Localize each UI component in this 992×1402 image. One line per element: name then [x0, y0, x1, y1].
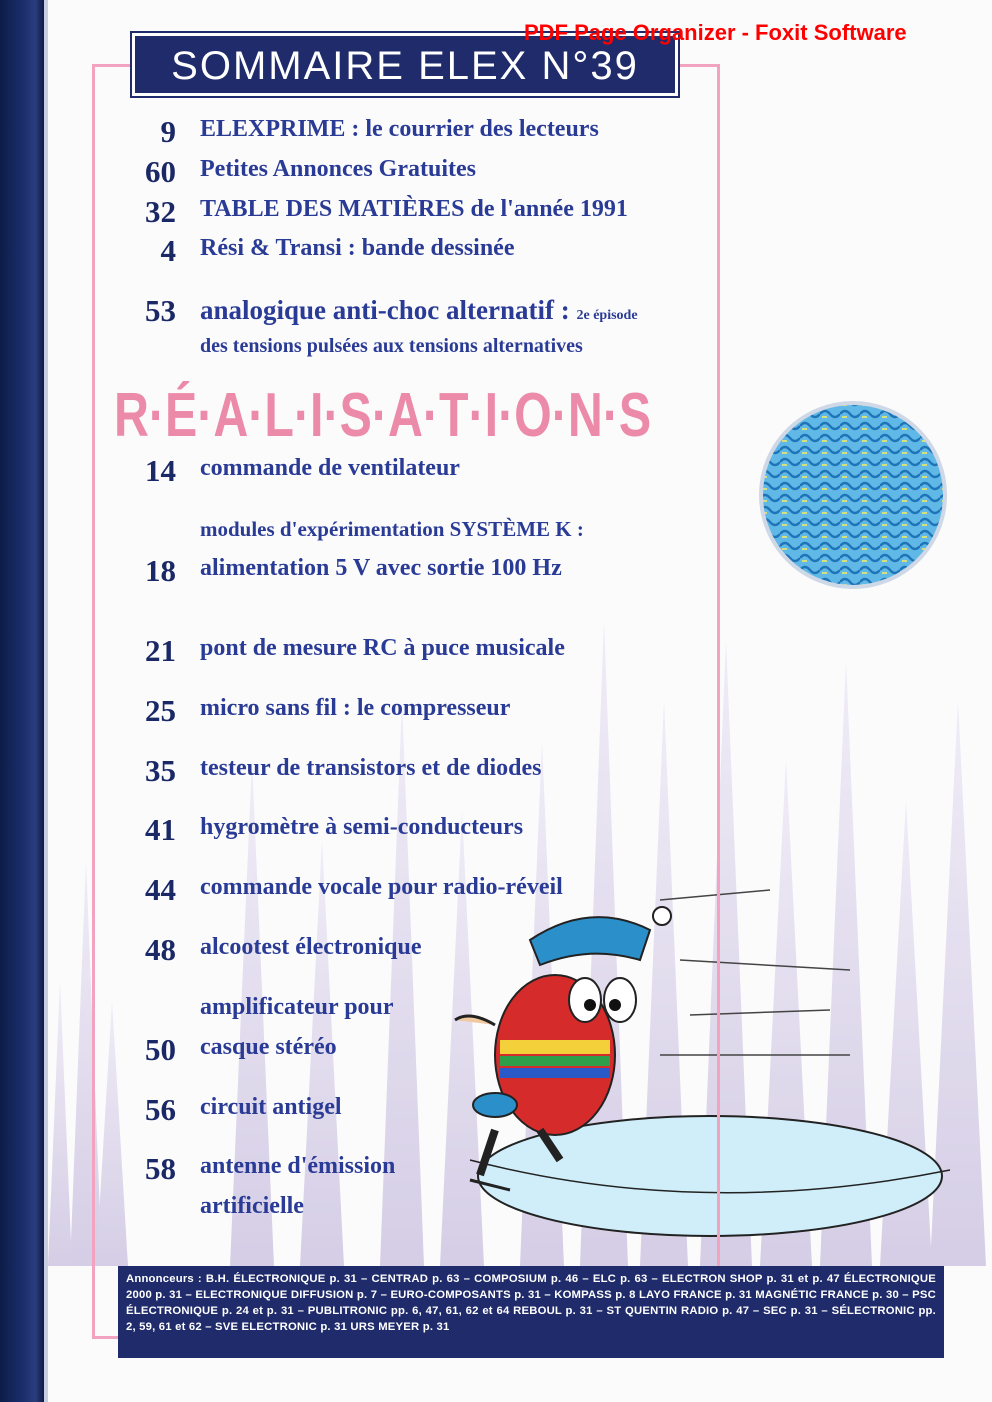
toc-title: alimentation 5 V avec sortie 100 Hz	[200, 555, 562, 581]
toc-title: commande vocale pour radio-réveil	[200, 874, 563, 900]
toc-page-number: 32	[145, 194, 176, 229]
toc-pretitle: modules d'expérimentation SYSTÈME K :	[200, 517, 584, 541]
toc-page-number: 18	[145, 553, 176, 588]
toc-subtitle: artificielle	[200, 1193, 304, 1219]
toc-title-note: 2e épisode	[576, 308, 638, 323]
toc-title: antenne d'émission	[200, 1153, 396, 1179]
section-heading: R·É·A·L·I·S·A·T·I·O·N·S	[114, 381, 652, 450]
toc-page-number: 60	[145, 154, 176, 189]
toc-page-number: 41	[145, 812, 176, 847]
toc-title: pont de mesure RC à puce musicale	[200, 635, 565, 661]
toc-page-number: 21	[145, 633, 176, 668]
advertisers-box	[118, 1266, 944, 1358]
toc-page-number: 48	[145, 932, 176, 967]
toc-page-number: 50	[145, 1032, 176, 1067]
toc-title: casque stéréo	[200, 1034, 337, 1060]
toc-page-number: 25	[145, 693, 176, 728]
toc-page-number: 35	[145, 753, 176, 788]
toc-subtitle: des tensions pulsées aux tensions alternatives	[200, 335, 583, 357]
toc-page-number: 4	[160, 233, 176, 268]
toc-page-number: 9	[160, 114, 176, 149]
toc-page-number: 44	[145, 872, 176, 907]
toc-page-number: 14	[145, 453, 176, 488]
toc-title-main: analogique anti-choc alternatif :	[200, 295, 570, 325]
toc-title: ELEXPRIME : le courrier des lecteurs	[200, 116, 599, 142]
toc-title: circuit antigel	[200, 1094, 342, 1120]
toc-title: Rési & Transi : bande dessinée	[200, 235, 515, 261]
toc-title: micro sans fil : le compresseur	[200, 695, 511, 721]
toc-title: Petites Annonces Gratuites	[200, 156, 476, 182]
advertisers-text: Annonceurs : B.H. ÉLECTRONIQUE p. 31 – CENTRAD p. 63 – COMPOSIUM p. 46 – ELC p. 63 – ELECTRON SHOP p. 31 et p. 47 ÉLECTRONIQUE 2000 p. 31 – ELECTRONIQUE DIFFUSION p. 7 – EURO-COMPOSANTS p. 31 – KOMPASS p. 8 LAYO FRANCE p. 31 MAGNÉTIC FRANCE p. 30 – PSC ÉLECTRONIQUE p. 24 et p. 31 – PUBLITRONIC pp. 6, 47, 61, 62 et 64 REBOUL p. 31 – ST QUENTIN RADIO p. 47 – SEC p. 31 – SÉLECTRONIC pp. 2, 59, 61 et 62 – SVE ELECTRONIC p. 31 URS MEYER p. 31	[126, 1273, 936, 1333]
wave-globe-icon	[761, 403, 945, 587]
toc-title: commande de ventilateur	[200, 455, 460, 481]
page-title: SOMMAIRE ELEX N°39	[171, 44, 639, 88]
toc-title: testeur de transistors et de diodes	[200, 755, 542, 781]
toc-page-number: 56	[145, 1092, 176, 1127]
toc-page-number: 58	[145, 1151, 176, 1186]
toc-title: hygromètre à semi-conducteurs	[200, 814, 524, 840]
toc-title: TABLE DES MATIÈRES de l'année 1991	[200, 196, 628, 222]
toc-title: alcootest électronique	[200, 934, 422, 960]
toc-title	[200, 295, 638, 326]
toc-pretitle: amplificateur pour	[200, 994, 394, 1020]
toc-page-number: 53	[145, 293, 176, 328]
watermark-text: PDF Page Organizer - Foxit Software	[524, 20, 907, 45]
